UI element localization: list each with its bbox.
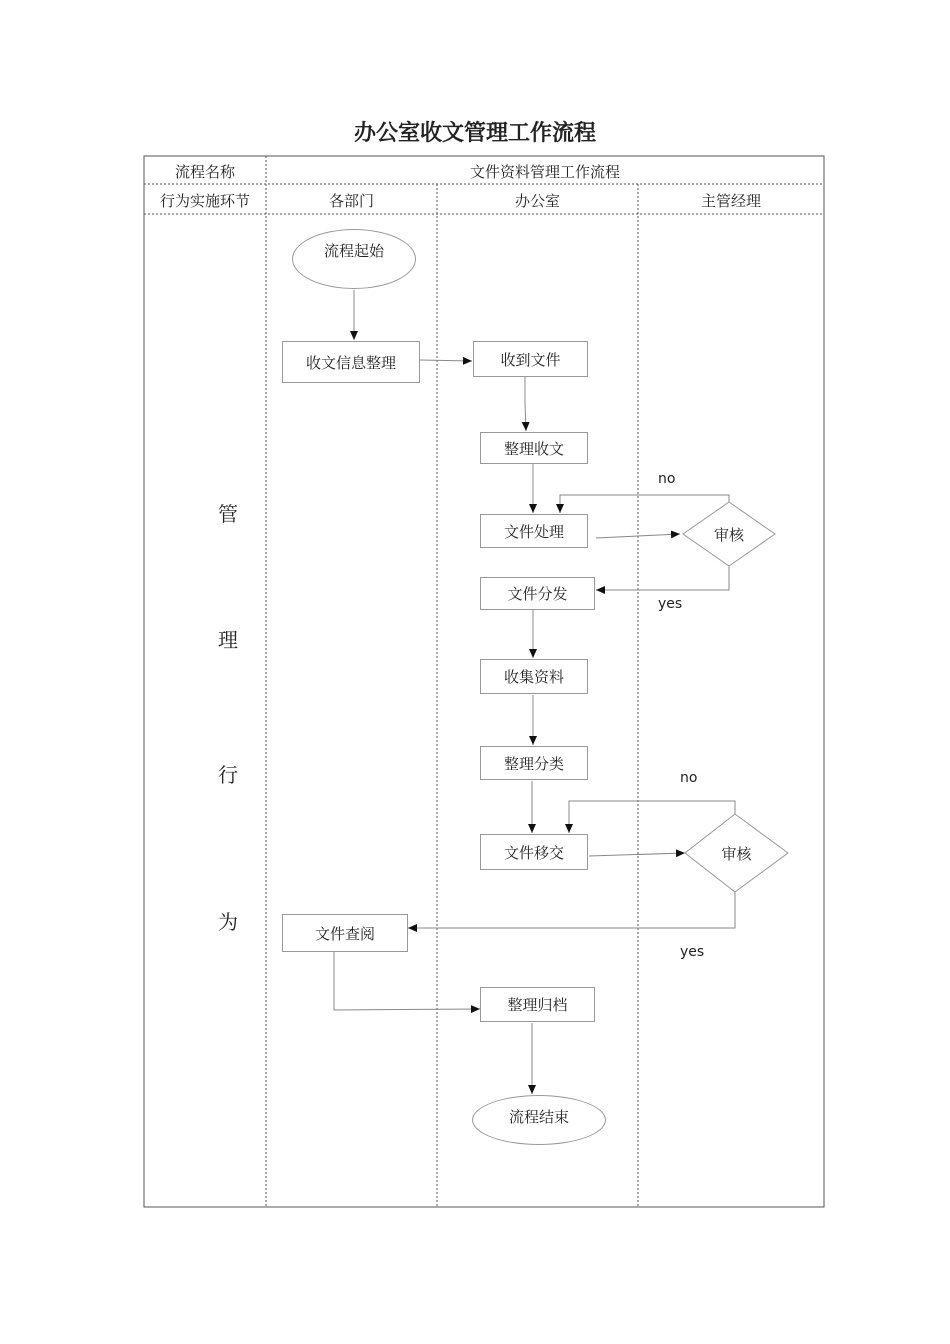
lane-header-manager: 主管经理: [700, 192, 761, 210]
process-name-label: 流程名称: [174, 163, 235, 181]
end-node: 流程结束: [472, 1095, 606, 1145]
side-label-char: 理: [218, 628, 238, 652]
review2-label: 审核: [721, 845, 752, 863]
collect-info-node: 收文信息整理: [282, 341, 420, 383]
edge-review1-yes: [596, 566, 729, 590]
edge-receive-sort: [525, 377, 526, 431]
gather-node: 收集资料: [480, 659, 588, 694]
edge-review1-no: [560, 495, 729, 513]
edge-transfer-review2: [589, 853, 685, 856]
classify-node: 整理分类: [480, 746, 588, 780]
process-doc-node: 文件处理: [480, 514, 588, 548]
review1-label: 审核: [713, 526, 744, 544]
side-label-char: 为: [218, 910, 238, 934]
edge-review2-no: [569, 801, 735, 833]
side-label-char: 行: [218, 763, 238, 787]
lane-header-office: 办公室: [514, 192, 560, 210]
stage-label: 行为实施环节: [159, 192, 250, 210]
edge-collect-receive: [420, 360, 472, 361]
archive-node: 整理归档: [480, 987, 595, 1022]
edge-review2-yes: [408, 892, 735, 928]
page-title: 办公室收文管理工作流程: [353, 120, 596, 146]
edge-consult-archive: [334, 952, 480, 1010]
side-label-char: 管: [218, 502, 238, 526]
review2-no-label: no: [680, 770, 698, 786]
consult-node: 文件查阅: [282, 914, 408, 952]
sort-incoming-node: 整理收文: [480, 432, 588, 464]
review1-yes-label: yes: [658, 596, 683, 612]
transfer-node: 文件移交: [480, 834, 588, 870]
distribute-node: 文件分发: [480, 577, 595, 610]
review2-yes-label: yes: [680, 944, 705, 960]
review1-no-label: no: [658, 471, 676, 487]
receive-doc-node: 收到文件: [473, 341, 588, 377]
process-name-value: 文件资料管理工作流程: [469, 163, 620, 181]
start-node: 流程起始: [292, 229, 416, 289]
lane-header-departments: 各部门: [328, 192, 374, 210]
